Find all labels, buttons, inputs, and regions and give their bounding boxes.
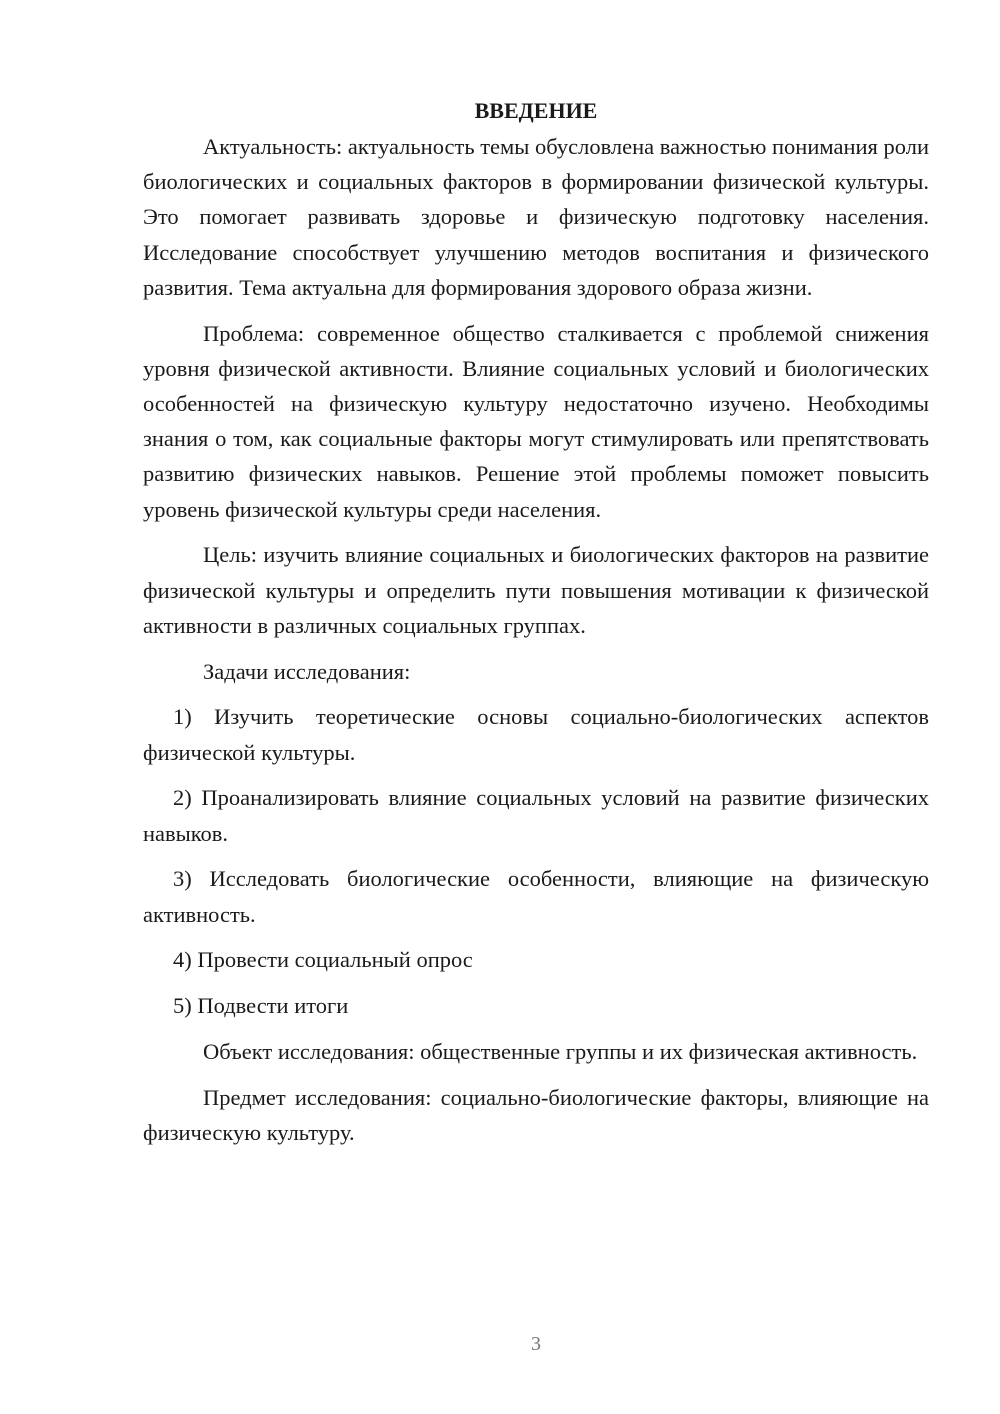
paragraph-goal: Цель: изучить влияние социальных и биологических факторов на развитие физической культуры и определить пути повышения мотивации к физической активности в различных социальных группах. <box>143 542 929 638</box>
task-item-1: 1) Изучить теоретические основы социально-биологических аспектов физической культуры. <box>143 704 929 765</box>
tasks-heading: Задачи исследования: <box>203 658 411 684</box>
document-page <box>143 95 929 1161</box>
paragraph-problem: Проблема: современное общество сталкивается с проблемой снижения уровня физической активности. Влияние социальных условий и биологических особенностей на физическую культуру недостаточно изучено. Необходимы знания о том, как социальные факторы могут стимулировать или препятствовать развитию физических навыков. Решение этой проблемы поможет повысить уровень физической культуры среди населения. <box>143 320 929 522</box>
page-number: 3 <box>531 1333 541 1355</box>
task-item-4: 4) Провести социальный опрос <box>173 947 473 973</box>
paragraph-subject: Предмет исследования: социально-биологические факторы, влияющие на физическую культуру. <box>143 1084 929 1146</box>
paragraph-relevance: Актуальность: актуальность темы обусловлена важностью понимания роли биологических и социальных факторов в формировании физической культуры. Это помогает развивать здоровье и физическую подготовку населения. Исследование способствует улучшению методов воспитания и физического развития. Тема актуальна для формирования здорового образа жизни. <box>143 134 929 300</box>
task-item-5: 5) Подвести итоги <box>173 993 349 1019</box>
task-item-2: 2) Проанализировать влияние социальных условий на развитие физических навыков. <box>143 785 929 846</box>
task-item-3: 3) Исследовать биологические особенности, влияющие на физическую активность. <box>143 866 929 927</box>
paragraph-object: Объект исследования: общественные группы и их физическая активность. <box>203 1039 918 1065</box>
section-title: ВВЕДЕНИЕ <box>474 98 598 123</box>
